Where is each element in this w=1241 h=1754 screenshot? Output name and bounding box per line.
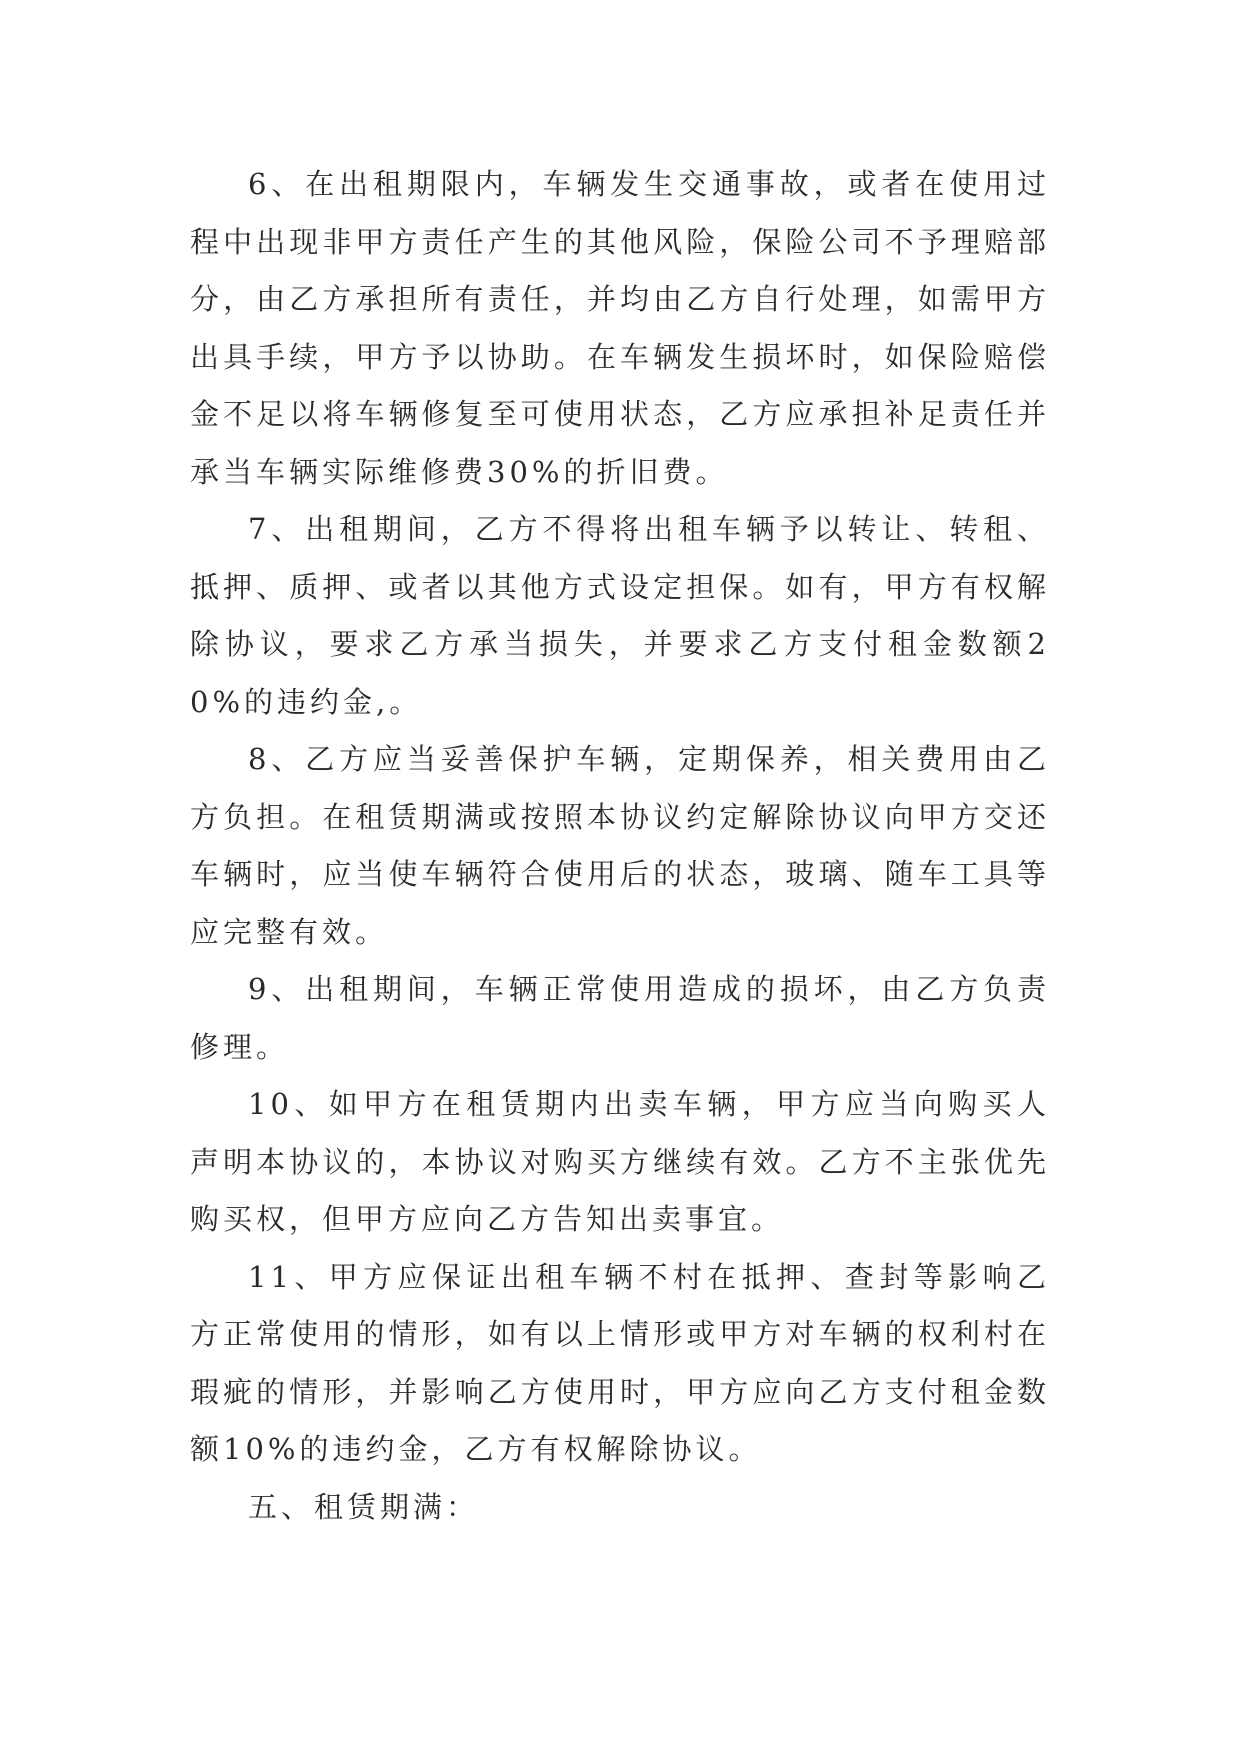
document-body: [190, 156, 1050, 1536]
clause-6: 6、在出租期限内，车辆发生交通事故，或者在使用过程中出现非甲方责任产生的其他风险，保险公司不予理赔部分，由乙方承担所有责任，并均由乙方自行处理，如需甲方出具手续，甲方予以协助。在车辆发生损坏时，如保险赔偿金不足以将车辆修复至可使用状态，乙方应承担补足责任并承当车辆实际维修费30%的折旧费。: [190, 167, 1050, 489]
clause-8: 8、乙方应当妥善保护车辆，定期保养，相关费用由乙方负担。在租赁期满或按照本协议约定解除协议向甲方交还车辆时，应当使车辆符合使用后的状态，玻璃、随车工具等应完整有效。: [190, 742, 1050, 949]
clause-10: 10、如甲方在租赁期内出卖车辆，甲方应当向购买人声明本协议的，本协议对购买方继续有效。乙方不主张优先购买权，但甲方应向乙方告知出卖事宜。: [190, 1087, 1050, 1236]
clause-11: 11、甲方应保证出租车辆不村在抵押、查封等影响乙方正常使用的情形，如有以上情形或甲方对车辆的权利村在瑕疵的情形，并影响乙方使用时，甲方应向乙方支付租金数额10%的违约金，乙方有权解除协议。: [190, 1259, 1050, 1466]
section-heading-lease-expiry: 五、租赁期满：: [248, 1489, 480, 1524]
clause-7: 7、出租期间，乙方不得将出租车辆予以转让、转租、抵押、质押、或者以其他方式设定担保。如有，甲方有权解除协议，要求乙方承当损失，并要求乙方支付租金数额20%的违约金,。: [190, 512, 1050, 719]
clause-9: 9、出租期间，车辆正常使用造成的损坏，由乙方负责修理。: [190, 972, 1050, 1064]
